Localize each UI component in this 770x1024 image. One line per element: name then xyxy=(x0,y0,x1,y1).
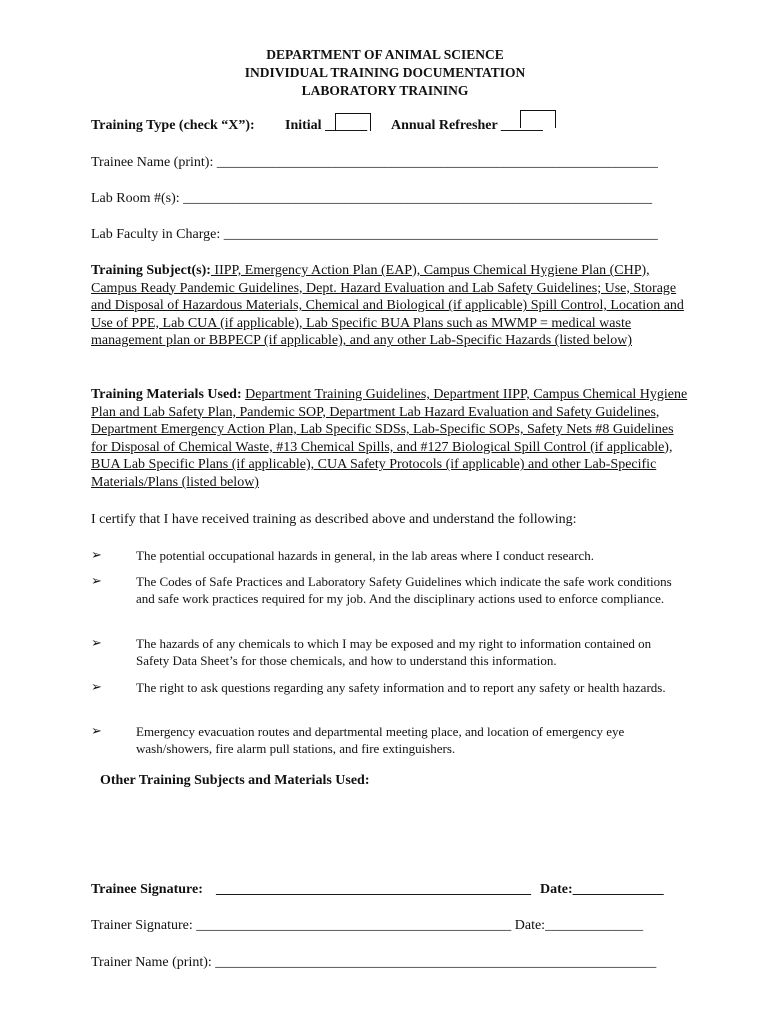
bullet-item: The Codes of Safe Practices and Laboratory Safety Guidelines which indicate the safe work conditions and safe work practices required for my job. And the disciplinary actions used to enforce compliance. xyxy=(136,574,672,606)
header-department: DEPARTMENT OF ANIMAL SCIENCE xyxy=(266,47,504,62)
training-materials-paragraph xyxy=(91,386,691,492)
header-doc-type: INDIVIDUAL TRAINING DOCUMENTATION xyxy=(244,65,526,80)
arrow-bullet-icon: ➢ xyxy=(91,679,102,694)
header-training: LABORATORY TRAINING xyxy=(301,83,469,98)
other-subjects-heading: Other Training Subjects and Materials Used: xyxy=(100,773,370,788)
training-subjects-label: Training Subject(s): xyxy=(91,263,211,278)
bullet-item: The potential occupational hazards in general, in the lab areas where I conduct research. xyxy=(136,548,595,563)
bullet-item: Emergency evacuation routes and departmental meeting place, and location of emergency eye wash/showers, fire alarm pull stations, and fire extinguishers. xyxy=(136,724,625,756)
training-materials-label: Training Materials Used: xyxy=(91,387,242,402)
certify-statement: I certify that I have received training as described above and understand the following: xyxy=(91,512,577,527)
arrow-bullet-icon: ➢ xyxy=(91,635,102,650)
training-materials-text: Department Training Guidelines, Department IIPP, Campus Chemical Hygiene Plan and Lab Safety Plan, Pandemic SOP, Department Lab Hazard Evaluation and Safety Guidelines, Department Emergency Action Plan, Lab Specific SDSs, Lab-Specific SOPs, Safety Nets #8 Guidelines for Disposal of Chemical Waste, #13 Chemical Spills, and #127 Biological Spill Control (if applicable), BUA Lab Specific Plans (if applicable), CUA Safety Protocols (if applicable) and other Lab-Specific Materials/Plans (listed below) xyxy=(91,387,688,490)
initial-checkbox[interactable] xyxy=(335,113,371,131)
trainee-name-field[interactable]: Trainee Name (print): _______________________________________________________________ xyxy=(91,155,658,170)
arrow-bullet-icon: ➢ xyxy=(91,573,102,588)
lab-room-field[interactable]: Lab Room #(s): ___________________________________________________________________ xyxy=(91,191,653,206)
trainee-signature-field[interactable]: _____________________________________________ xyxy=(216,882,531,897)
lab-faculty-field[interactable]: Lab Faculty in Charge: ______________________________________________________________ xyxy=(91,227,658,242)
trainer-name-field[interactable]: Trainer Name (print): _______________________________________________________________ xyxy=(91,955,657,970)
training-type-label: Training Type (check “X”): xyxy=(91,118,255,133)
training-subjects-text: IIPP, Emergency Action Plan (EAP), Campus Chemical Hygiene Plan (CHP), Campus Ready Pandemic Guidelines, Dept. Hazard Evaluation and Lab Safety Guidelines; Use, Storage and Disposal of Hazardous Materials, Chemical and Biological (if applicable) Spill Control, Location and Use of PPE, Lab CUA (if applicable), Lab Specific BUA Plans such as MWMP = medical waste management plan or BBPECP (if applicable), and any other Lab-Specific Hazards (listed below) xyxy=(91,263,684,349)
training-type-initial: Initial ______ xyxy=(285,118,368,133)
bullet-item: The hazards of any chemicals to which I may be exposed and my right to information contained on Safety Data Sheet’s for those chemicals, and how to understand this information. xyxy=(136,636,652,668)
training-type-annual: Annual Refresher ______ xyxy=(391,118,543,133)
arrow-bullet-icon: ➢ xyxy=(91,723,102,738)
bullet-item: The right to ask questions regarding any safety information and to report any safety or health hazards. xyxy=(136,680,666,695)
trainee-signature-label: Trainee Signature: xyxy=(91,882,203,897)
trainer-signature-field[interactable]: Trainer Signature: _____________________________________________ Date:______________ xyxy=(91,918,644,933)
training-subjects-paragraph xyxy=(91,262,691,350)
arrow-bullet-icon: ➢ xyxy=(91,547,102,562)
annual-refresher-checkbox[interactable] xyxy=(520,110,556,128)
trainee-date-field[interactable]: Date:_____________ xyxy=(540,882,664,897)
